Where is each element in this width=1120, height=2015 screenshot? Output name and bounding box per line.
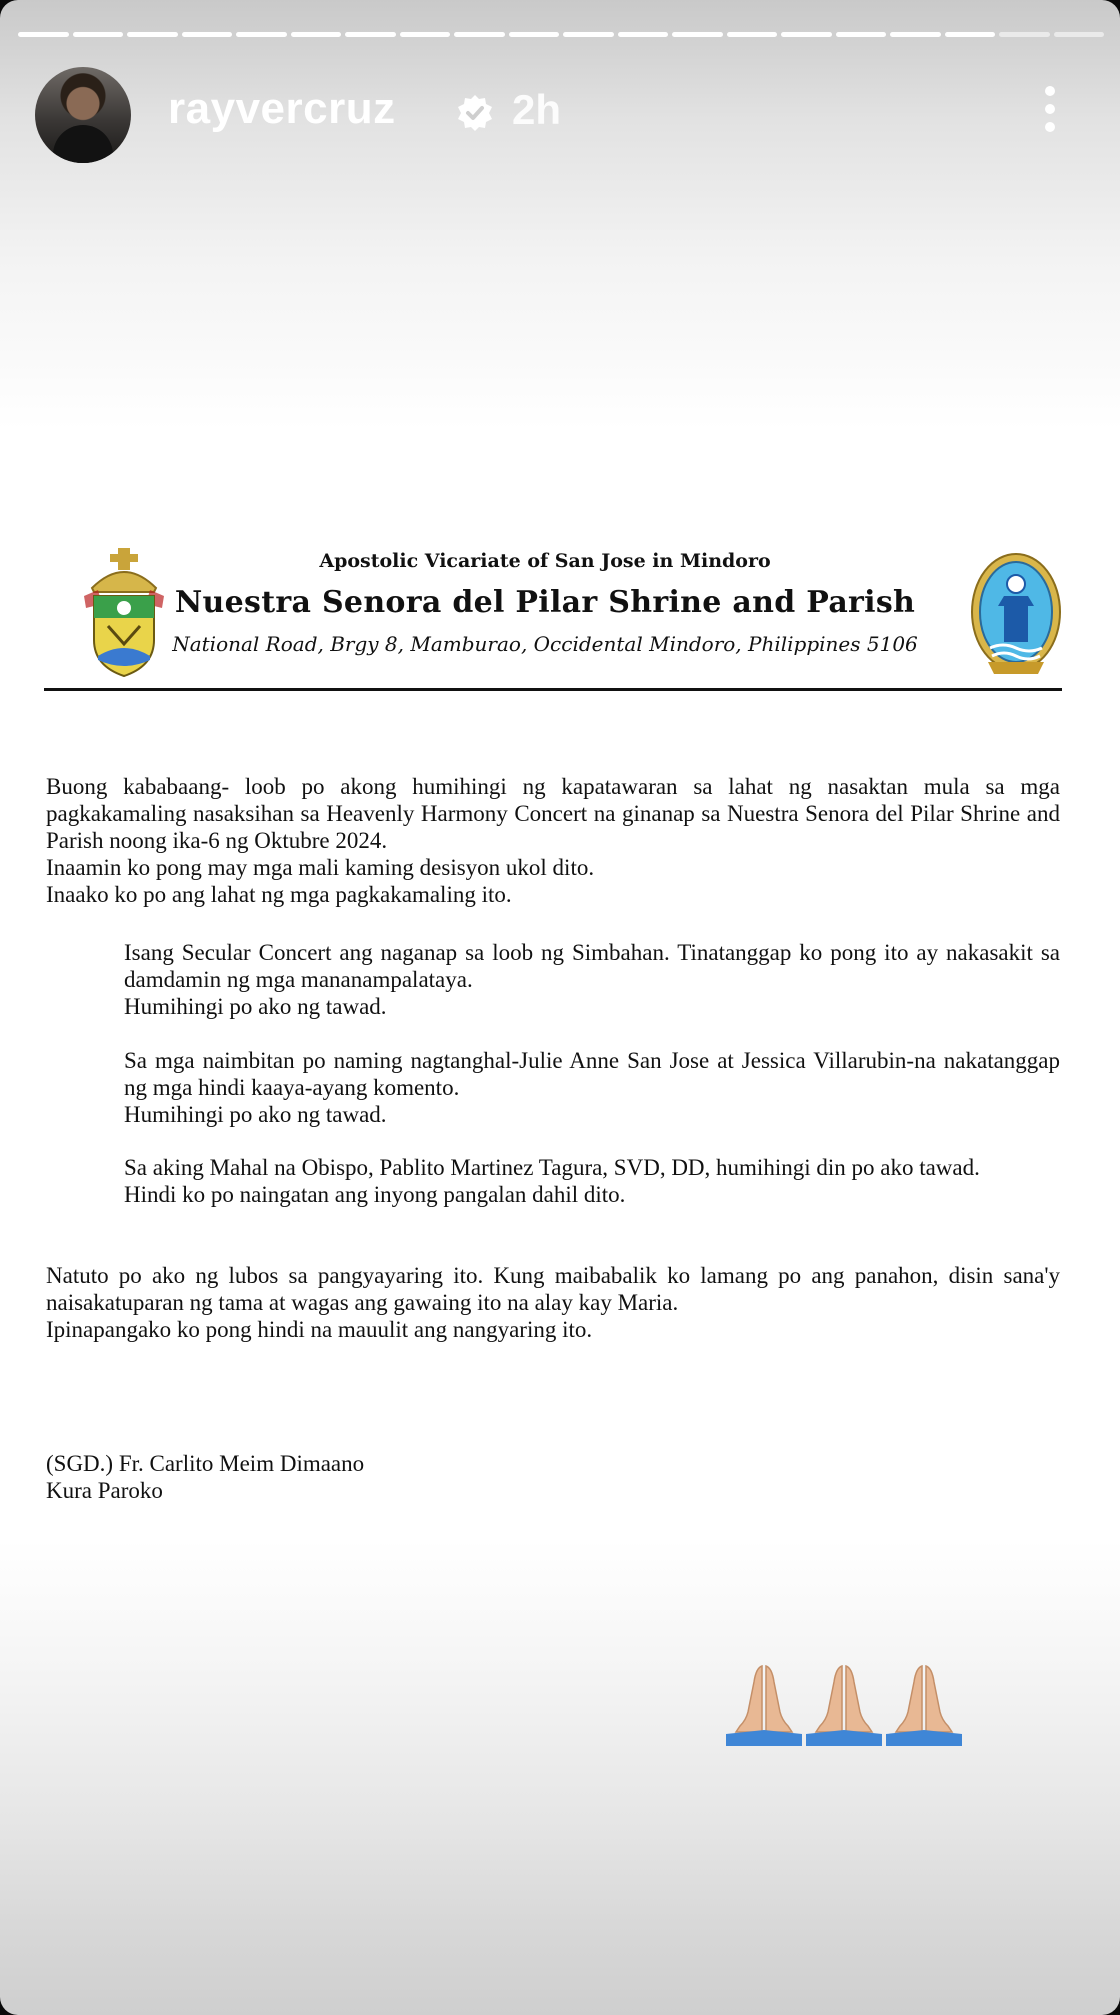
progress-segment	[781, 32, 832, 37]
progress-segment	[182, 32, 233, 37]
progress-segment	[18, 32, 69, 37]
progress-segment	[672, 32, 723, 37]
folded-hands-icon	[886, 1662, 962, 1746]
progress-segment	[999, 32, 1050, 37]
letter-paragraph-1: Buong kababaang- loob po akong humihingi ng kapatawaran sa lahat ng nasaktan mula sa mga pagkakamaling nasaksihan sa Heavenly Harmony Concert na ginanap sa Nuestra Senora del Pilar Shrine and Parish noong ika-6 ng Oktubre 2024. Inaamin ko pong may mga mali kaming desisyon ukol dito. Inaako ko po ang lahat ng mga pagkakamaling ito.	[46, 774, 1060, 907]
parish-seal-icon	[968, 550, 1064, 682]
folded-hands-icon	[726, 1662, 802, 1746]
letter-paragraph-5: Natuto po ako ng lubos sa pangyayaring ito. Kung maibabalik ko lamang po ang panahon, disin sana'y naisakatuparan ng tama at wagas ang gawaing ito na alay kay Maria. Ipinapangako ko pong hindi na mauulit ang nangyaring ito.	[46, 1263, 1060, 1342]
progress-segment	[345, 32, 396, 37]
letterhead-vicariate: Apostolic Vicariate of San Jose in Mindoro	[319, 550, 771, 572]
letter-paragraph-4: Sa aking Mahal na Obispo, Pablito Martinez Tagura, SVD, DD, humihingi din po ako tawad. Hindi ko po naingatan ang inyong pangalan dahil dito.	[124, 1155, 980, 1207]
progress-segment	[509, 32, 560, 37]
letterhead-parish-name: Nuestra Senora del Pilar Shrine and Parish	[174, 585, 916, 620]
progress-segment	[890, 32, 941, 37]
folded-hands-icon	[806, 1662, 882, 1746]
letterhead-divider	[44, 688, 1062, 691]
progress-segment	[945, 32, 996, 37]
signatory-name: (SGD.) Fr. Carlito Meim Dimaano	[46, 1451, 365, 1476]
letter-paragraph-3: Sa mga naimbitan po naming nagtanghal-Julie Anne San Jose at Jessica Villarubin-na nakatanggap ng mga hindi kaaya-ayang komento. Humihingi po ako ng tawad.	[124, 1048, 1060, 1127]
progress-segment	[563, 32, 614, 37]
verified-badge-icon	[455, 93, 495, 133]
story-progress-bar	[18, 32, 1104, 37]
progress-segment	[400, 32, 451, 37]
letter-paragraph-2: Isang Secular Concert ang naganap sa loob ng Simbahan. Tinatanggap ko pong ito ay nakasakit sa damdamin ng mga mananampalataya. Humihingi po ako ng tawad.	[124, 940, 1060, 1019]
progress-segment	[291, 32, 342, 37]
more-options-icon[interactable]	[1038, 86, 1062, 136]
progress-segment	[127, 32, 178, 37]
progress-segment	[1054, 32, 1105, 37]
post-timestamp: 2h	[512, 86, 562, 133]
progress-segment	[727, 32, 778, 37]
letterhead-address: National Road, Brgy 8, Mamburao, Occidental Mindoro, Philippines 5106	[172, 632, 918, 656]
progress-segment	[618, 32, 669, 37]
signatory-title: Kura Paroko	[46, 1478, 163, 1503]
progress-segment	[836, 32, 887, 37]
progress-segment	[73, 32, 124, 37]
letter-signature	[46, 1450, 1060, 1504]
progress-segment	[454, 32, 505, 37]
progress-segment	[236, 32, 287, 37]
avatar[interactable]	[35, 67, 131, 163]
username[interactable]: rayvercruz	[168, 84, 396, 133]
praying-hands-sticker[interactable]	[726, 1662, 962, 1746]
